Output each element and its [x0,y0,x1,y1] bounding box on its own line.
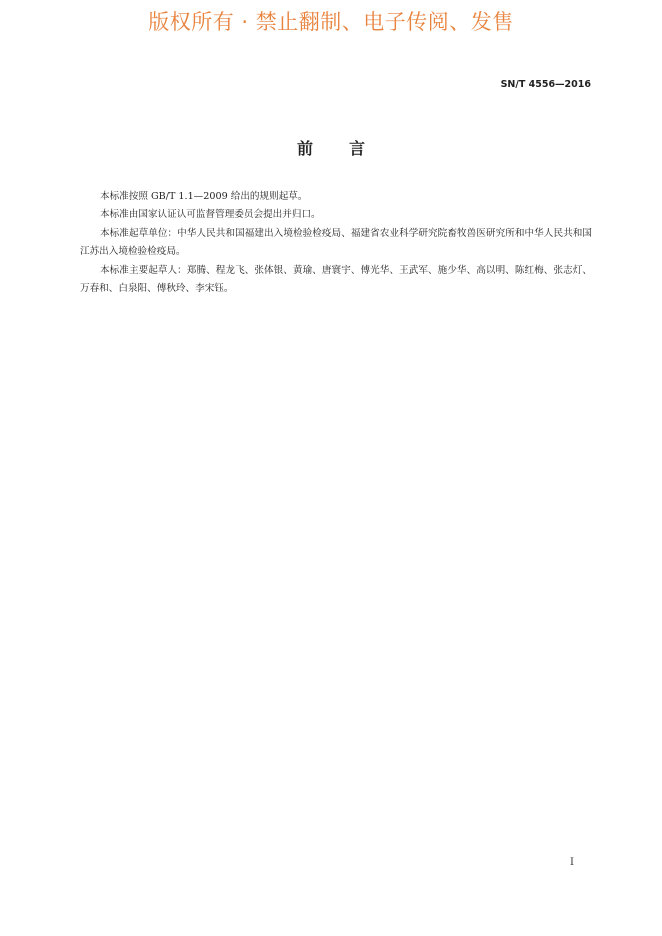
copyright-watermark: 版权所有 · 禁止翻制、电子传阅、发售 [148,10,514,34]
page-number: I [570,857,574,868]
paragraph-drafters: 本标准主要起草人：郑腾、程龙飞、张体银、黄瑜、唐寰宇、傅光华、王武军、施少华、高以明、陈红梅、张志灯、万春和、白泉阳、傅秋玲、李宋钰。 [80,264,592,295]
paragraph-drafting-units: 本标准起草单位：中华人民共和国福建出入境检验检疫局、福建省农业科学研究院畜牧兽医研究所和中华人民共和国江苏出入境检验检疫局。 [80,227,592,258]
paragraph-proposer: 本标准由国家认证认可监督管理委员会提出并归口。 [100,209,321,221]
paragraph-drafting-rules: 本标准按照 GB/T 1.1—2009 给出的规则起草。 [100,191,308,202]
page-title: 前言 [296,139,401,158]
foreword-body [80,188,592,298]
standard-number: SN/T 4556—2016 [500,79,591,90]
